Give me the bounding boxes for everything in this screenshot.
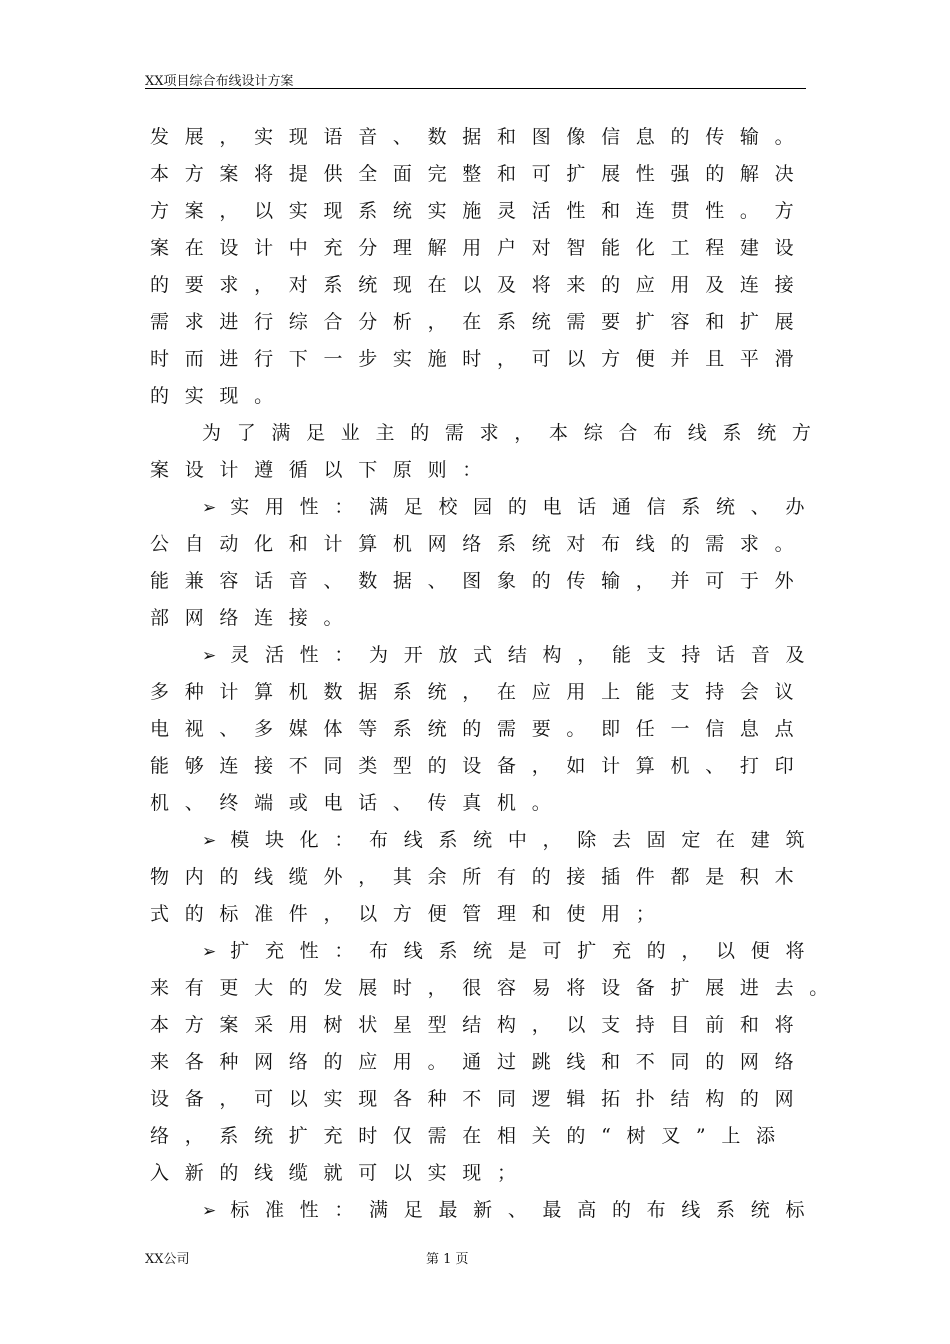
line-text: 为了满足业主的需求，本综合布线系统方 bbox=[202, 422, 827, 444]
bullet-line bbox=[150, 1118, 810, 1155]
line-text: 来有更大的发展时，很容易将设备扩展进去。 bbox=[150, 977, 845, 999]
bullet-line bbox=[150, 896, 810, 933]
bullet-line bbox=[150, 748, 810, 785]
line-text: 灵活性：为开放式结构，能支持话音及 bbox=[230, 644, 821, 666]
paragraph-line bbox=[150, 230, 810, 267]
paragraph-line bbox=[150, 304, 810, 341]
paragraph-line bbox=[150, 378, 810, 415]
header-title: XX项目综合布线设计方案 bbox=[145, 74, 294, 89]
line-text: 络，系统扩充时仅需在相关的“树叉”上添 bbox=[150, 1125, 791, 1147]
footer-page-number: 第 1 页 bbox=[426, 1252, 469, 1267]
line-text: 时而进行下一步实施时，可以方便并且平滑 bbox=[150, 348, 810, 370]
bullet-line bbox=[150, 859, 810, 896]
line-text: 来各种网络的应用。通过跳线和不同的网络 bbox=[150, 1051, 810, 1073]
paragraph-line bbox=[150, 452, 810, 489]
bullet-line bbox=[150, 600, 810, 637]
bullet-arrow-icon: ➢ bbox=[202, 646, 217, 666]
line-text: 发展，实现语音、数据和图像信息的传输。 bbox=[150, 126, 810, 148]
line-text: 部网络连接。 bbox=[150, 607, 359, 629]
paragraph-line bbox=[150, 415, 827, 452]
bullet-arrow-icon: ➢ bbox=[202, 942, 217, 962]
bullet-arrow-icon: ➢ bbox=[202, 831, 217, 851]
line-text: 扩充性：布线系统是可扩充的，以便将 bbox=[230, 940, 821, 962]
bullet-line bbox=[150, 563, 810, 600]
bullet-line bbox=[150, 526, 810, 563]
paragraph-line bbox=[150, 119, 810, 156]
line-text: 需求进行综合分析，在系统需要扩容和扩展 bbox=[150, 311, 810, 333]
bullet-line bbox=[150, 489, 821, 526]
line-text: 物内的线缆外，其余所有的接插件都是积木 bbox=[150, 866, 810, 888]
bullet-line bbox=[150, 637, 821, 674]
line-text: 多种计算机数据系统，在应用上能支持会议 bbox=[150, 681, 810, 703]
bullet-line bbox=[150, 933, 821, 970]
line-text: 案设计遵循以下原则： bbox=[150, 459, 498, 481]
bullet-line bbox=[150, 822, 821, 859]
paragraph-line bbox=[150, 267, 810, 304]
line-text: 方案，以实现系统实施灵活性和连贯性。方 bbox=[150, 200, 810, 222]
line-text: 本方案采用树状星型结构，以支持目前和将 bbox=[150, 1014, 810, 1036]
bullet-line bbox=[150, 1155, 810, 1192]
bullet-line bbox=[150, 1044, 810, 1081]
bullet-line bbox=[150, 674, 810, 711]
footer-company: XX公司 bbox=[145, 1252, 190, 1267]
bullet-line bbox=[150, 1007, 810, 1044]
line-text: 案在设计中充分理解用户对智能化工程建设 bbox=[150, 237, 810, 259]
paragraph-line bbox=[150, 193, 810, 230]
line-text: 机、终端或电话、传真机。 bbox=[150, 792, 567, 814]
bullet-line bbox=[150, 785, 810, 822]
bullet-line bbox=[150, 1081, 810, 1118]
page-header bbox=[145, 66, 806, 89]
bullet-line bbox=[150, 711, 810, 748]
line-text: 式的标准件，以方便管理和使用； bbox=[150, 903, 671, 925]
paragraph-line bbox=[150, 341, 810, 378]
line-text: 实用性：满足校园的电话通信系统、办 bbox=[230, 496, 821, 518]
bullet-line bbox=[150, 1192, 821, 1229]
bullet-arrow-icon: ➢ bbox=[202, 498, 217, 518]
line-text: 的实现。 bbox=[150, 385, 289, 407]
line-text: 设备，可以实现各种不同逻辑拓扑结构的网 bbox=[150, 1088, 810, 1110]
line-text: 的要求，对系统现在以及将来的应用及连接 bbox=[150, 274, 810, 296]
line-text: 模块化：布线系统中，除去固定在建筑 bbox=[230, 829, 821, 851]
line-text: 电视、多媒体等系统的需要。即任一信息点 bbox=[150, 718, 810, 740]
line-text: 入新的线缆就可以实现； bbox=[150, 1162, 532, 1184]
line-text: 能兼容话音、数据、图象的传输，并可于外 bbox=[150, 570, 810, 592]
bullet-arrow-icon: ➢ bbox=[202, 1201, 217, 1221]
line-text: 公自动化和计算机网络系统对布线的需求。 bbox=[150, 533, 810, 555]
line-text: 标准性：满足最新、最高的布线系统标 bbox=[230, 1199, 821, 1221]
line-text: 能够连接不同类型的设备，如计算机、打印 bbox=[150, 755, 810, 777]
paragraph-line bbox=[150, 156, 810, 193]
bullet-line bbox=[150, 970, 845, 1007]
line-text: 本方案将提供全面完整和可扩展性强的解决 bbox=[150, 163, 810, 185]
document-body bbox=[150, 119, 845, 1229]
